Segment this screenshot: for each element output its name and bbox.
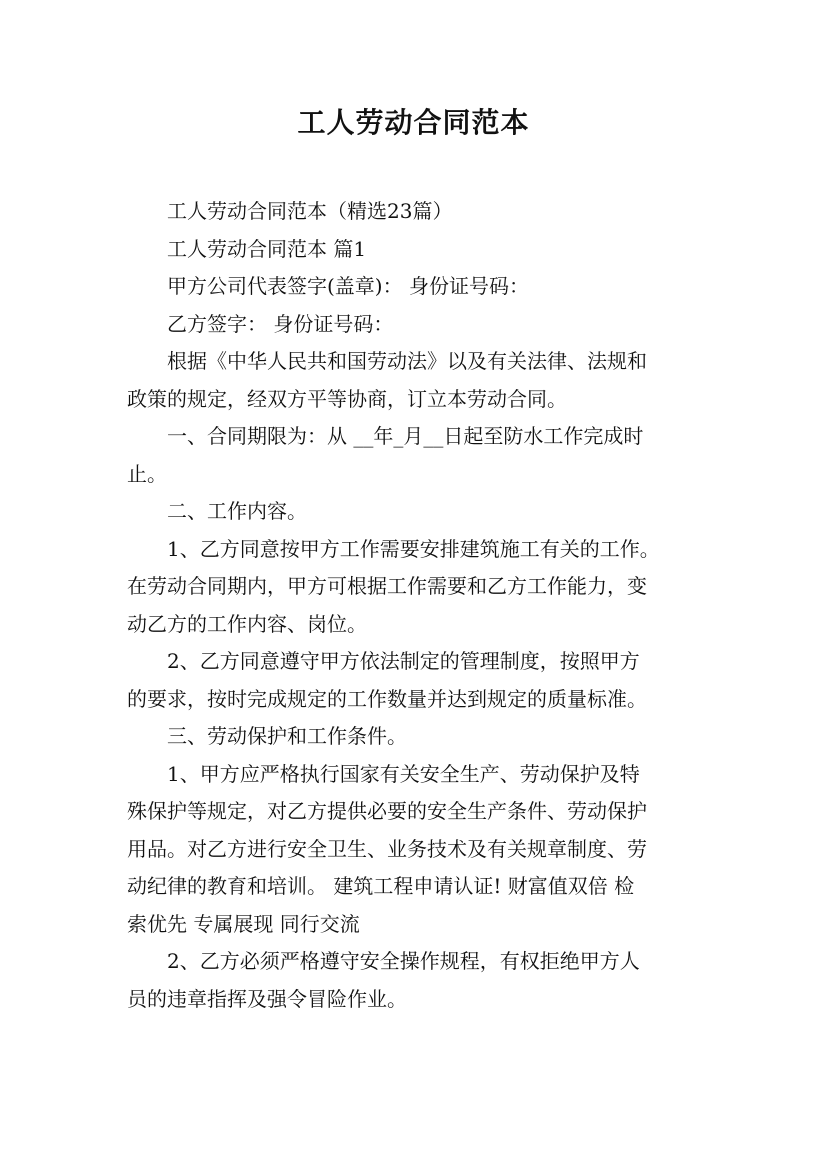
document-line: 用品。对乙方进行安全卫生、业务技术及有关规章制度、劳 (127, 836, 647, 861)
document-line: 三、劳动保护和工作条件。 (167, 724, 407, 748)
document-line: 2、乙方必须严格遵守安全操作规程，有权拒绝甲方人 (167, 949, 640, 973)
document-line: 索优先 专属展现 同行交流 (127, 911, 360, 936)
document-line: 的要求，按时完成规定的工作数量并达到规定的质量标准。 (127, 686, 647, 711)
document-line: 殊保护等规定，对乙方提供必要的安全生产条件、劳动保护 (127, 799, 647, 823)
document-line: 在劳动合同期内，甲方可根据工作需要和乙方工作能力，变 (127, 574, 647, 598)
document-line: 二、工作内容。 (167, 499, 307, 523)
document-line: 员的违章指挥及强令冒险作业。 (127, 986, 407, 1011)
document-line: 工人劳动合同范本 篇1 (167, 236, 367, 261)
document-line: 2、乙方同意遵守甲方依法制定的管理制度，按照甲方 (167, 649, 640, 673)
document-line: 根据《中华人民共和国劳动法》以及有关法律、法规和 (167, 349, 647, 373)
document-line: 工人劳动合同范本（精选23篇） (167, 199, 453, 223)
document-title: 工人劳动合同范本 (297, 106, 530, 139)
document-line: 动纪律的教育和培训。 建筑工程申请认证! 财富值双倍 检 (127, 874, 635, 898)
document-line: 政策的规定，经双方平等协商，订立本劳动合同。 (127, 386, 567, 411)
document-line: 乙方签字： 身份证号码： (167, 311, 394, 336)
document-line: 1、甲方应严格执行国家有关安全生产、劳动保护及特 (167, 761, 640, 786)
document-line: 止。 (127, 461, 167, 486)
document-line: 甲方公司代表签字(盖章)： 身份证号码： (167, 274, 529, 298)
document-line: 动乙方的工作内容、岗位。 (127, 611, 367, 636)
document-line: 1、乙方同意按甲方工作需要安排建筑施工有关的工作。 (167, 536, 660, 561)
document-body (127, 193, 712, 1018)
document-line: 一、合同期限为：从 __年_月__日起至防水工作完成时 (167, 424, 644, 448)
